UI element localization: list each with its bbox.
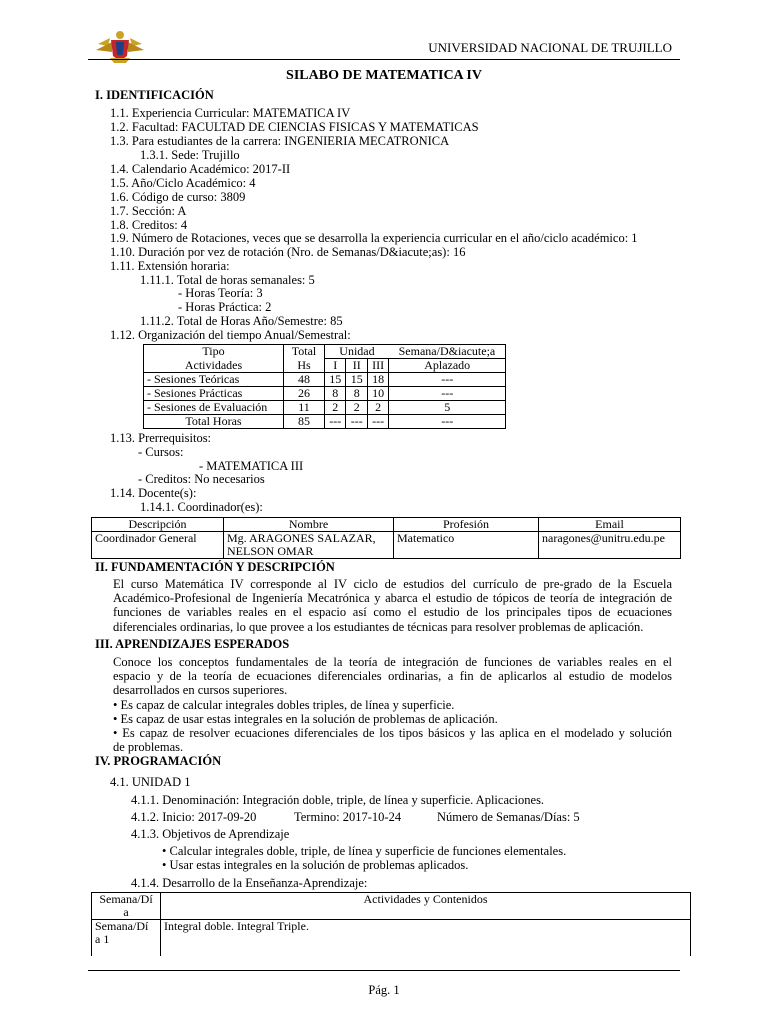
line-horas-semanales: 1.11.1. Total de horas semanales: 5 bbox=[140, 273, 315, 287]
footer-rule bbox=[88, 970, 680, 971]
line-seccion: 1.7. Sección: A bbox=[110, 204, 187, 218]
line-objetivos: 4.1.3. Objetivos de Aprendizaje bbox=[131, 827, 290, 841]
line-facultad: 1.2. Facultad: FACULTAD DE CIENCIAS FISICAS Y MATEMATICAS bbox=[110, 120, 479, 134]
row-aplazado: 5 bbox=[389, 401, 506, 415]
organization-table bbox=[143, 344, 506, 429]
line-calendario: 1.4. Calendario Académico: 2017-II bbox=[110, 162, 291, 176]
fundamentacion-line-3: funciones de variables reales en el espacio así como el estudio de los principales tipos de ecuaciones bbox=[113, 605, 672, 620]
header-semana-dia-line1: Semana/Dí bbox=[99, 892, 153, 906]
row-total: 26 bbox=[284, 387, 325, 401]
row-unit-2: 15 bbox=[346, 373, 367, 387]
line-coordinadores: 1.14.1. Coordinador(es): bbox=[140, 500, 263, 514]
aprendizajes-bullet-3-cont: de problemas. bbox=[113, 740, 184, 755]
cell-email: naragones@unitru.edu.pe bbox=[539, 532, 681, 559]
line-creditos-necesarios: - Creditos: No necesarios bbox=[138, 472, 265, 486]
line-cursos: - Cursos: bbox=[138, 445, 184, 459]
fundamentacion-paragraph bbox=[113, 577, 672, 634]
docente-table bbox=[91, 517, 681, 559]
row-label: - Sesiones Prácticas bbox=[144, 387, 284, 401]
line-termino: Termino: 2017-10-24 bbox=[294, 810, 402, 824]
line-duracion: 1.10. Duración por vez de rotación (Nro. de Semanas/D&iacute;as): 16 bbox=[110, 245, 466, 259]
aprendizajes-bullet-3: • Es capaz de resolver ecuaciones diferenciales de los tipos básicos y las aplica en el modelado y solución bbox=[113, 726, 672, 741]
line-denominacion: 4.1.1. Denominación: Integración doble, triple, de línea y superficie. Aplicaciones. bbox=[131, 793, 545, 807]
header-tipo: Tipo bbox=[144, 345, 284, 359]
row-aplazado: --- bbox=[389, 387, 506, 401]
row-unit-2: 8 bbox=[346, 387, 367, 401]
line-experiencia: 1.1. Experiencia Curricular: MATEMATICA IV bbox=[110, 106, 351, 120]
fundamentacion-line-4: diferenciales ordinarias, lo que provee a los estudiantes de técnicas para resolver problemas de aplicación. bbox=[113, 619, 644, 634]
cell-contenido-1: Integral doble. Integral Triple. bbox=[161, 920, 691, 957]
cell-nombre bbox=[224, 532, 394, 559]
row-label: Total Horas bbox=[144, 415, 284, 429]
row-unit-3: 18 bbox=[367, 373, 388, 387]
cell-descripcion: Coordinador General bbox=[92, 532, 224, 559]
line-organizacion: 1.12. Organización del tiempo Anual/Semestral: bbox=[110, 328, 351, 342]
row-unit-1: 8 bbox=[325, 387, 346, 401]
row-total: 48 bbox=[284, 373, 325, 387]
cell-semana-1-line1: Semana/Dí bbox=[95, 919, 149, 933]
aprendizajes-line-2: espacio y de la teoría de ecuaciones diferenciales ordinarias, a fin de aplicarlos al estudio de modelos bbox=[113, 669, 672, 684]
section-fundamentacion: II. FUNDAMENTACIÓN Y DESCRIPCIÓN bbox=[95, 560, 335, 574]
row-label: - Sesiones de Evaluación bbox=[144, 401, 284, 415]
line-desarrollo: 4.1.4. Desarrollo de la Enseñanza-Aprendizaje: bbox=[131, 876, 368, 890]
header-total: Total bbox=[284, 345, 325, 359]
aprendizajes-line-3: desarrollados en cursos superiores. bbox=[113, 683, 288, 698]
line-prerrequisitos: 1.13. Prerrequisitos: bbox=[110, 431, 212, 445]
row-aplazado: --- bbox=[389, 415, 506, 429]
cell-nombre-line1: Mg. ARAGONES SALAZAR, bbox=[227, 531, 376, 545]
line-docentes: 1.14. Docente(s): bbox=[110, 486, 197, 500]
cell-semana-1 bbox=[92, 920, 161, 957]
line-horas-teoria: - Horas Teoría: 3 bbox=[178, 286, 263, 300]
row-label: - Sesiones Teóricas bbox=[144, 373, 284, 387]
row-unit-2: --- bbox=[346, 415, 367, 429]
cell-profesion: Matematico bbox=[394, 532, 539, 559]
table-row bbox=[144, 415, 506, 429]
header-aplazado: Aplazado bbox=[389, 359, 506, 373]
line-rotaciones: 1.9. Número de Rotaciones, veces que se desarrolla la experiencia curricular en el año/ciclo académico: 1 bbox=[110, 231, 638, 245]
fundamentacion-line-1: El curso Matemática IV corresponde al IV ciclo de estudios del currículo de pre-grado de la Escuela bbox=[113, 577, 672, 591]
header-hs: Hs bbox=[284, 359, 325, 373]
section-programacion: IV. PROGRAMACIÓN bbox=[95, 754, 222, 768]
line-objetivo-2: • Usar estas integrales en la solución de problemas aplicados. bbox=[162, 858, 469, 872]
row-unit-1: 2 bbox=[325, 401, 346, 415]
row-unit-1: --- bbox=[325, 415, 346, 429]
table-row bbox=[92, 920, 691, 957]
row-unit-3: 10 bbox=[367, 387, 388, 401]
line-horas-practica: - Horas Práctica: 2 bbox=[178, 300, 272, 314]
header-semana-dia-line2: a bbox=[123, 905, 129, 919]
line-ciclo: 1.5. Año/Ciclo Académico: 4 bbox=[110, 176, 256, 190]
university-name: UNIVERSIDAD NACIONAL DE TRUJILLO bbox=[428, 40, 672, 55]
header-unit-3: III bbox=[367, 359, 388, 373]
header-email: Email bbox=[539, 518, 681, 532]
row-total: 85 bbox=[284, 415, 325, 429]
header-unit-2: II bbox=[346, 359, 367, 373]
header-unidad: Unidad bbox=[325, 345, 389, 359]
aprendizajes-bullet-1: • Es capaz de calcular integrales dobles triples, de línea y superficie. bbox=[113, 697, 455, 712]
programacion-table bbox=[91, 892, 691, 956]
line-extension: 1.11. Extensión horaria: bbox=[110, 259, 230, 273]
row-unit-3: 2 bbox=[367, 401, 388, 415]
header-semana: Semana/D&iacute;a bbox=[389, 345, 506, 359]
header-rule bbox=[88, 59, 680, 60]
row-unit-2: 2 bbox=[346, 401, 367, 415]
aprendizajes-line-1: Conoce los conceptos fundamentales de la teoría de integración de funciones de variables reales en el bbox=[113, 655, 672, 669]
section-identificacion: I. IDENTIFICACIÓN bbox=[95, 88, 214, 102]
line-carrera: 1.3. Para estudiantes de la carrera: INGENIERIA MECATRONICA bbox=[110, 134, 450, 148]
cell-semana-1-line2: a 1 bbox=[95, 932, 110, 946]
header-actividades: Actividades bbox=[144, 359, 284, 373]
aprendizajes-paragraph bbox=[113, 655, 672, 754]
table-row bbox=[144, 387, 506, 401]
line-curso-matematica-iii: - MATEMATICA III bbox=[199, 459, 304, 473]
line-total-horas: 1.11.2. Total de Horas Año/Semestre: 85 bbox=[140, 314, 343, 328]
aprendizajes-bullet-2: • Es capaz de usar estas integrales en la solución de problemas de aplicación. bbox=[113, 711, 498, 726]
table-row bbox=[144, 373, 506, 387]
header-nombre: Nombre bbox=[224, 518, 394, 532]
header-semana-dia bbox=[92, 893, 161, 920]
row-total: 11 bbox=[284, 401, 325, 415]
cell-nombre-line2: NELSON OMAR bbox=[227, 544, 314, 558]
line-codigo: 1.6. Código de curso: 3809 bbox=[110, 190, 246, 204]
line-inicio: 4.1.2. Inicio: 2017-09-20 bbox=[131, 810, 257, 824]
table-row bbox=[144, 401, 506, 415]
header-actividades-contenidos: Actividades y Contenidos bbox=[161, 893, 691, 920]
row-unit-3: --- bbox=[367, 415, 388, 429]
header-profesion: Profesión bbox=[394, 518, 539, 532]
table-row bbox=[92, 532, 681, 559]
section-aprendizajes: III. APRENDIZAJES ESPERADOS bbox=[95, 637, 290, 651]
page-number: Pág. 1 bbox=[368, 983, 400, 997]
line-unidad-1: 4.1. UNIDAD 1 bbox=[110, 775, 191, 789]
line-objetivo-1: • Calcular integrales doble, triple, de línea y superficie de funciones elementales. bbox=[162, 844, 567, 858]
header-descripcion: Descripción bbox=[92, 518, 224, 532]
line-semanas: Número de Semanas/Días: 5 bbox=[437, 810, 580, 824]
document-title: SILABO DE MATEMATICA IV bbox=[286, 68, 482, 83]
line-creditos: 1.8. Creditos: 4 bbox=[110, 218, 188, 232]
line-sede: 1.3.1. Sede: Trujillo bbox=[140, 148, 240, 162]
header-unit-1: I bbox=[325, 359, 346, 373]
fundamentacion-line-2: Académico-Profesional de Ingeniería Mecatrónica y abarca el estudio de tópicos de teoría de integración de bbox=[113, 591, 672, 606]
row-aplazado: --- bbox=[389, 373, 506, 387]
row-unit-1: 15 bbox=[325, 373, 346, 387]
